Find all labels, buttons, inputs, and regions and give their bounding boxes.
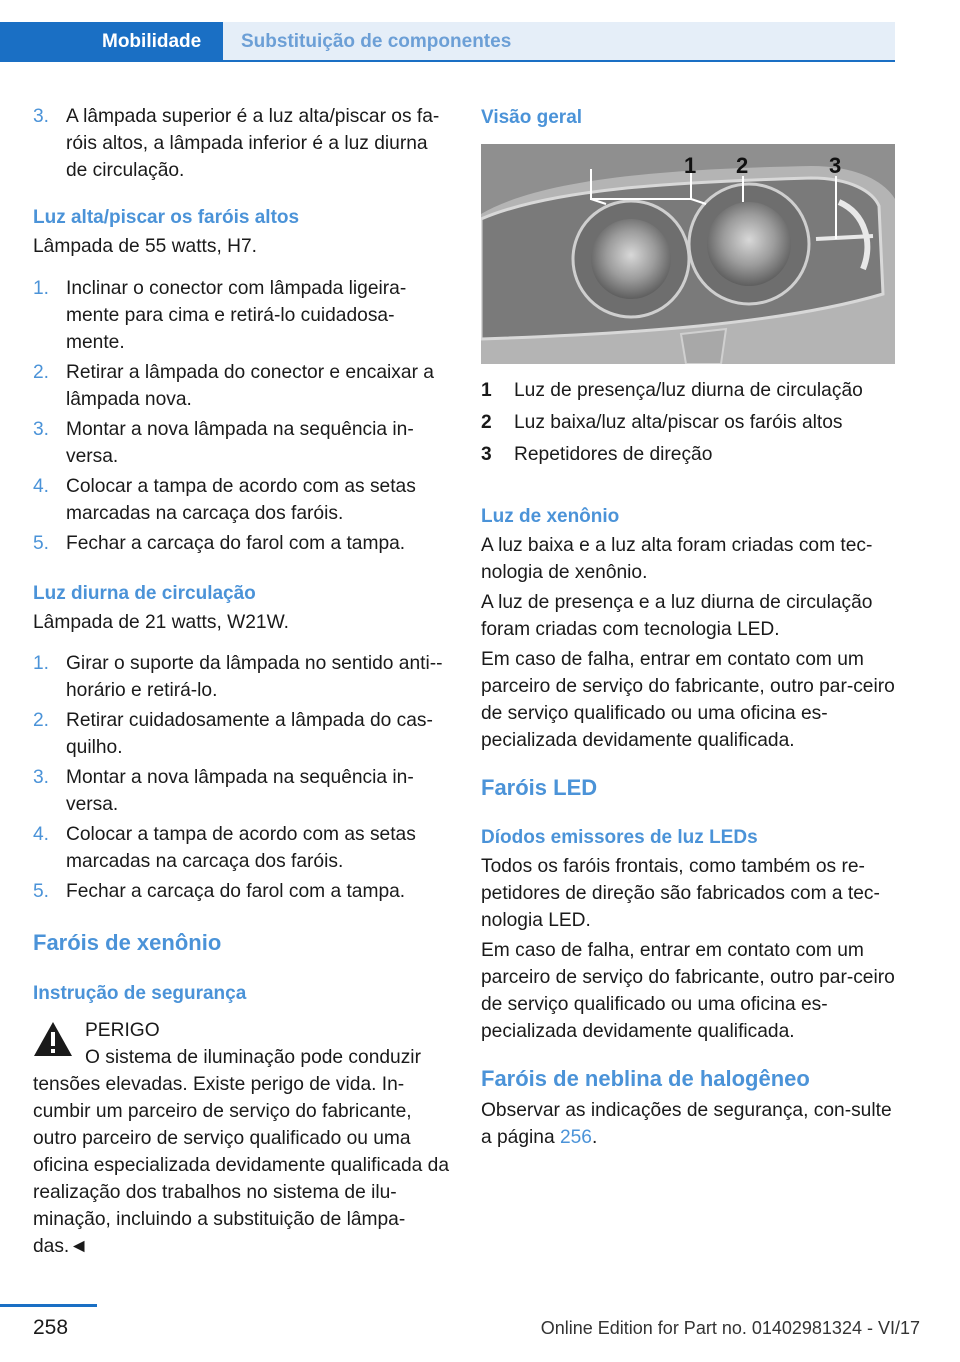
step-text: Colocar a tampa de acordo com as setas marcadas na carcaça dos faróis.	[66, 824, 416, 872]
drl-steps	[33, 650, 451, 908]
list-item	[33, 707, 451, 761]
step-number: 1.	[33, 278, 50, 299]
high-beam-bulb: Lâmpada de 55 watts, H7.	[33, 236, 257, 257]
step-text: Fechar a carcaça do farol com a tampa.	[66, 533, 406, 554]
list-item	[33, 473, 451, 527]
legend-row	[481, 377, 895, 409]
list-item	[33, 530, 451, 557]
fog-paragraph	[481, 1097, 895, 1151]
figure-label-3: 3	[829, 153, 842, 178]
step-number: 3.	[33, 767, 50, 788]
step-text: Fechar a carcaça do farol com a tampa.	[66, 881, 406, 902]
step-number: 5.	[33, 533, 50, 554]
step-number: 2.	[33, 362, 50, 383]
safety-title: Instrução de segurança	[33, 983, 247, 1004]
header-tabbar	[0, 22, 895, 62]
fog-text-end: .	[591, 1127, 598, 1148]
list-item	[33, 878, 451, 905]
step-number: 2.	[33, 710, 50, 731]
subsection-tab[interactable]: Substituição de componentes	[223, 22, 895, 62]
list-item	[33, 103, 451, 184]
step-text: Montar a nova lâmpada na sequência in-versa.	[66, 419, 414, 467]
section-tab[interactable]: Mobilidade	[0, 22, 223, 62]
figure-label-1: 1	[684, 153, 697, 178]
high-beam-title: Luz alta/piscar os faróis altos	[33, 207, 300, 228]
xenon-paragraph-1: A luz baixa e a luz alta foram criadas com tec-nologia de xenônio.	[481, 535, 873, 583]
step-number: 3.	[33, 106, 50, 127]
legend-text: Luz baixa/luz alta/piscar os faróis altos	[514, 412, 843, 433]
step-number: 4.	[33, 824, 50, 845]
overview-title: Visão geral	[481, 107, 583, 128]
figure-legend	[481, 377, 895, 473]
edition-note: Online Edition for Part no. 01402981324 - VI/17	[540, 1318, 920, 1338]
step-text: Montar a nova lâmpada na sequência in-versa.	[66, 767, 414, 815]
step-text: Girar o suporte da lâmpada no sentido anti--horário e retirá-lo.	[66, 653, 443, 701]
legend-number: 1	[481, 380, 492, 401]
led-paragraphs	[481, 853, 895, 1045]
legend-number: 3	[481, 444, 492, 465]
list-item	[33, 650, 451, 704]
led-subheading: Díodos emissores de luz LEDs	[481, 827, 758, 848]
page-link[interactable]: 256	[559, 1127, 592, 1148]
list-item	[33, 416, 451, 470]
step-number: 4.	[33, 476, 50, 497]
xenon-light-title: Luz de xenônio	[481, 506, 620, 527]
page-number: 258	[33, 1316, 69, 1339]
footer-rule	[0, 1304, 97, 1307]
step-number: 5.	[33, 881, 50, 902]
warning-title: PERIGO	[85, 1020, 160, 1041]
continued-steps	[33, 103, 451, 187]
header-rule	[0, 60, 895, 62]
list-item	[33, 359, 451, 413]
xenon-heading: Faróis de xenônio	[33, 930, 222, 955]
step-text: Retirar a lâmpada do conector e encaixar a lâmpada nova.	[66, 362, 434, 410]
step-text: A lâmpada superior é a luz alta/piscar os fa-róis altos, a lâmpada inferior é a luz diurna de circulação.	[66, 106, 440, 181]
led-paragraph-1: Todos os faróis frontais, como também os re-petidores de direção são fabricados com a tec-nologia LED.	[481, 856, 880, 931]
legend-row	[481, 441, 895, 473]
xenon-paragraphs	[481, 532, 895, 754]
step-number: 3.	[33, 419, 50, 440]
legend-row	[481, 409, 895, 441]
high-beam-steps	[33, 275, 451, 560]
headlight-illustration	[481, 144, 895, 364]
xenon-paragraph-3: Em caso de falha, entrar em contato com um parceiro de serviço do fabricante, outro par-ceiro de serviço qualificado ou uma oficina es-pecializada devidamente qualificada.	[481, 649, 895, 751]
fog-heading: Faróis de neblina de halogêneo	[481, 1066, 810, 1091]
legend-text: Luz de presença/luz diurna de circulação	[514, 380, 863, 401]
fog-text: Observar as indicações de segurança, con-sulte a página	[481, 1100, 892, 1148]
list-item	[33, 764, 451, 818]
drl-title: Luz diurna de circulação	[33, 583, 256, 604]
step-text: Colocar a tampa de acordo com as setas marcadas na carcaça dos faróis.	[66, 476, 416, 524]
step-text: Retirar cuidadosamente a lâmpada do cas-quilho.	[66, 710, 433, 758]
step-number: 1.	[33, 653, 50, 674]
list-item	[33, 821, 451, 875]
figure-label-2: 2	[736, 153, 749, 178]
led-heading: Faróis LED	[481, 775, 598, 800]
step-text: Inclinar o conector com lâmpada ligeira-mente para cima e retirá-lo cuidadosa-mente.	[66, 278, 407, 353]
legend-number: 2	[481, 412, 492, 433]
warning-text: O sistema de iluminação pode conduzir tensões elevadas. Existe perigo de vida. In-cumbir um parceiro de serviço do fabricante, outro parceiro de serviço qualificado ou uma oficina especializada devidamente qualificada da realização dos trabalhos no sistema de ilu-minação, incluindo a substituição de lâmpa-das.◄	[33, 1047, 450, 1257]
drl-bulb: Lâmpada de 21 watts, W21W.	[33, 612, 289, 633]
led-paragraph-2: Em caso de falha, entrar em contato com um parceiro de serviço do fabricante, outro par-ceiro de serviço qualificado ou uma oficina es-pecializada devidamente qualificada.	[481, 940, 895, 1042]
list-item	[33, 275, 451, 356]
legend-text: Repetidores de direção	[514, 444, 713, 465]
xenon-paragraph-2: A luz de presença e a luz diurna de circulação foram criadas com tecnologia LED.	[481, 592, 873, 640]
